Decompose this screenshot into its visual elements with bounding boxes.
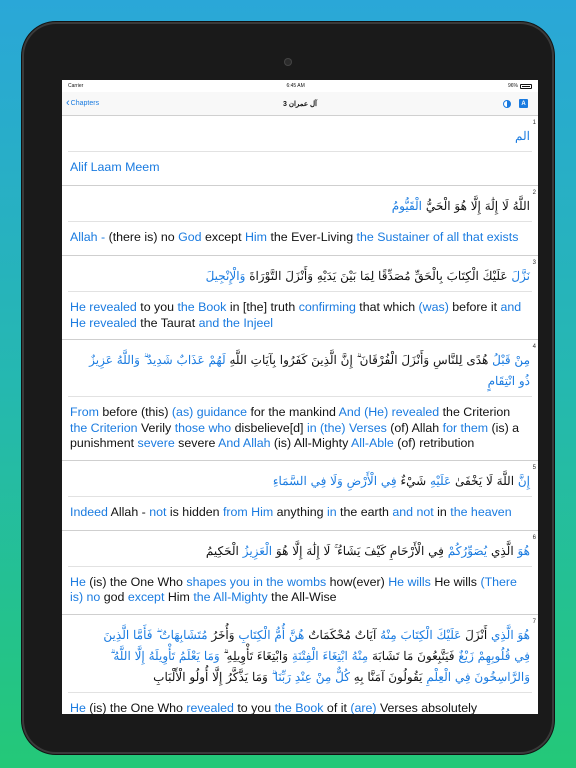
contrast-icon[interactable]: [503, 100, 511, 108]
translation-word-group[interactable]: And (He) revealed: [338, 405, 440, 419]
arabic-word-group[interactable]: هُنَّ أُمُّ الْكِتَابِ: [234, 627, 305, 642]
clock: 6:45 AM: [286, 83, 305, 89]
translation-word-group[interactable]: for the mankind: [247, 405, 339, 419]
arabic-text: [86, 541, 530, 562]
arabic-word-group[interactable]: وَالْإِنْجِيلَ: [205, 269, 246, 283]
arabic-word-group[interactable]: فِي الْأَرْحَامِ كَيْفَ يَشَاءُ ۚ لَا إِلَٰهَ إِلَّا هُوَ: [272, 543, 444, 558]
arabic-text: [86, 196, 530, 217]
translation-word-group[interactable]: (is) a punishment: [70, 420, 520, 450]
translation-word-group[interactable]: revealed: [186, 700, 234, 714]
translation-word-group[interactable]: Allah -: [70, 230, 109, 244]
translation-word-group[interactable]: and not: [392, 504, 434, 519]
translation-text: [62, 152, 538, 186]
translation-word-group[interactable]: in [the] truth: [226, 300, 299, 314]
translation-word-group[interactable]: anything: [273, 504, 327, 519]
verse-number: 6: [532, 534, 536, 541]
translation-word-group[interactable]: the heaven: [450, 504, 512, 519]
arabic-text: [86, 126, 530, 147]
translation-word-group[interactable]: severe: [174, 436, 219, 450]
translation-word-group[interactable]: And Allah: [218, 436, 271, 450]
translation-word-group[interactable]: confirming: [298, 300, 356, 314]
arabic-block: [62, 461, 538, 496]
navigation-bar: [62, 92, 538, 116]
translation-word-group[interactable]: the Ever-Living: [267, 230, 357, 244]
translation-word-group[interactable]: disbelieve[d]: [231, 420, 307, 435]
arabic-word-group[interactable]: يَقُولُونَ آمَنَّا بِهِ: [349, 669, 423, 684]
verse-list[interactable]: [62, 116, 538, 714]
translation-text: [62, 222, 538, 256]
arabic-block: [62, 256, 538, 291]
verse-number: 4: [532, 344, 536, 350]
arabic-text: [86, 471, 530, 492]
translation-word-group[interactable]: Indeed: [70, 504, 108, 519]
translation-word-group[interactable]: for them: [442, 420, 489, 435]
arabic-word-group[interactable]: عَلَيْكَ الْكِتَابَ مِنْهُ: [376, 627, 462, 642]
arabic-block: [62, 340, 538, 396]
battery-percent: 96%: [507, 83, 518, 89]
translation-word-group[interactable]: (is) All-Mighty: [270, 436, 352, 450]
translation-word-group[interactable]: the Book: [274, 700, 324, 714]
arabic-word-group[interactable]: أَنْزَلَ: [461, 627, 488, 642]
translation-word-group[interactable]: He wills: [388, 574, 431, 589]
translation-word-group[interactable]: severe: [137, 436, 175, 450]
arabic-text: [86, 266, 530, 287]
translation-word-group[interactable]: He wills: [430, 574, 481, 589]
page-title: 3 آل عمران: [283, 100, 317, 108]
translation-word-group[interactable]: Him: [164, 590, 194, 604]
translation-word-group[interactable]: not: [149, 504, 167, 519]
translation-word-group[interactable]: before it: [448, 300, 501, 314]
translation-word-group[interactable]: god: [100, 590, 128, 604]
battery-indicator: [508, 83, 532, 89]
translation-word-group[interactable]: shapes you: [186, 574, 250, 589]
verse-row[interactable]: [62, 256, 538, 340]
nav-actions: [503, 99, 538, 108]
font-size-icon[interactable]: A: [519, 99, 528, 108]
verse-number: 2: [532, 190, 536, 196]
verse-row[interactable]: [62, 615, 538, 715]
translation-word-group[interactable]: Alif Laam Meem: [70, 160, 160, 174]
carrier-label: Carrier: [68, 83, 84, 89]
translation-word-group[interactable]: in (the) Verses: [306, 420, 387, 435]
arabic-word-group[interactable]: هُوَ الَّذِي: [487, 627, 530, 642]
translation-word-group[interactable]: from Him: [222, 504, 274, 519]
tablet-frame: [22, 22, 554, 754]
translation-word-group[interactable]: (there is) no: [108, 230, 179, 244]
translation-word-group[interactable]: in: [433, 504, 451, 519]
verse-row[interactable]: [62, 186, 538, 256]
translation-text: [62, 292, 538, 340]
back-button[interactable]: [62, 98, 99, 109]
back-label: Chapters: [70, 100, 100, 107]
arabic-word-group[interactable]: وَمَا يَعْلَمُ تَأْوِيلَهُ إِلَّا اللَّهُ ۗ وَالرَّاسِخُونَ فِي الْعِلْمِ: [110, 648, 530, 684]
app-screen: [62, 80, 538, 714]
arabic-word-group[interactable]: نَزَّلَ: [507, 269, 530, 283]
arabic-block: [62, 531, 538, 566]
translation-word-group[interactable]: those who: [174, 420, 232, 435]
translation-word-group[interactable]: (as) guidance: [171, 405, 247, 419]
translation-word-group[interactable]: in the wombs: [249, 574, 330, 589]
arabic-word-group[interactable]: الْقَيُّومُ: [391, 199, 422, 213]
translation-word-group[interactable]: the earth: [336, 504, 393, 519]
arabic-block: [62, 116, 538, 151]
verse-number: 1: [532, 120, 536, 126]
translation-word-group[interactable]: and the Injeel: [198, 315, 273, 330]
battery-icon: [520, 84, 532, 89]
translation-word-group[interactable]: He revealed: [70, 300, 137, 314]
verse-row[interactable]: [62, 340, 538, 461]
arabic-word-group[interactable]: كُلٌّ مِنْ عِنْدِ رَبِّنَا ۗ: [267, 669, 350, 684]
translation-word-group[interactable]: He: [70, 574, 86, 589]
translation-word-group[interactable]: the All-Mighty: [193, 590, 268, 604]
verse-row[interactable]: [62, 461, 538, 531]
arabic-text: [86, 350, 530, 392]
arabic-word-group[interactable]: وَأُخَرُ: [207, 627, 235, 642]
translation-word-group[interactable]: the All-Wise: [267, 590, 337, 604]
translation-text: [62, 497, 538, 531]
translation-word-group[interactable]: From: [70, 405, 99, 419]
translation-word-group[interactable]: and He revealed: [70, 300, 522, 330]
translation-text: [62, 567, 538, 615]
translation-word-group[interactable]: in: [326, 504, 337, 519]
arabic-word-group[interactable]: هُوَ: [513, 543, 530, 558]
arabic-word-group[interactable]: الْعَزِيزُ: [238, 543, 273, 558]
translation-word-group[interactable]: (is) the One Who: [85, 700, 187, 714]
arabic-word-group[interactable]: آيَاتٌ مُحْكَمَاتٌ: [304, 627, 377, 642]
verse-number: 5: [532, 464, 536, 471]
translation-word-group[interactable]: Verses absolutely: [376, 700, 478, 714]
translation-word-group[interactable]: (is) the One Who: [85, 574, 187, 589]
arabic-word-group[interactable]: وَمَا يَذَّكَّرُ إِلَّا أُولُو الْأَلْبَابِ: [153, 669, 268, 684]
translation-word-group[interactable]: that which: [355, 300, 419, 314]
arabic-word-group[interactable]: اللَّهُ لَا إِلَٰهَ إِلَّا هُوَ الْحَيُّ: [422, 199, 530, 213]
translation-word-group[interactable]: is hidden: [166, 504, 223, 519]
translation-text: [62, 397, 538, 461]
status-bar: [62, 80, 538, 92]
translation-word-group[interactable]: to you: [233, 700, 275, 714]
arabic-word-group[interactable]: هُدًى لِلنَّاسِ وَأَنْزَلَ الْفُرْقَانَ ۗ إِنَّ الَّذِينَ كَفَرُوا بِآيَاتِ اللَّهِ: [225, 353, 489, 367]
translation-word-group[interactable]: the Criterion: [70, 420, 138, 435]
front-camera: [284, 58, 292, 66]
translation-word-group[interactable]: (There is) no: [70, 574, 517, 604]
translation-word-group[interactable]: All-Able: [351, 436, 394, 450]
translation-word-group[interactable]: the Criterion: [439, 405, 511, 419]
arabic-word-group[interactable]: الَّذِي: [487, 543, 514, 558]
translation-word-group[interactable]: (are): [350, 700, 377, 714]
arabic-word-group[interactable]: وَابْتِغَاءَ تَأْوِيلِهِ ۗ: [219, 648, 289, 663]
arabic-word-group[interactable]: فَيَتَّبِعُونَ مَا تَشَابَهَ: [368, 648, 455, 663]
translation-word-group[interactable]: except: [201, 230, 245, 244]
translation-word-group[interactable]: He: [70, 700, 86, 714]
translation-word-group[interactable]: God: [178, 230, 202, 244]
translation-word-group[interactable]: how(ever): [329, 574, 389, 589]
translation-word-group[interactable]: (of) Allah: [386, 420, 443, 435]
arabic-block: [62, 186, 538, 221]
chevron-left-icon: ‹: [66, 97, 70, 109]
translation-word-group[interactable]: (was): [418, 300, 449, 314]
arabic-word-group[interactable]: الْحَكِيمُ: [205, 543, 239, 558]
arabic-word-group[interactable]: الم: [515, 129, 530, 143]
arabic-word-group[interactable]: فِي الْأَرْضِ وَلَا فِي السَّمَاءِ: [272, 473, 397, 488]
translation-word-group[interactable]: the Sustainer of all that exists: [356, 230, 519, 244]
translation-word-group[interactable]: the Book: [177, 300, 227, 314]
verse-number: 7: [532, 618, 536, 625]
arabic-word-group[interactable]: مُتَشَابِهَاتٌ ۖ فَأَمَّا الَّذِينَ فِي قُلُوبِهِمْ زَيْغٌ: [103, 627, 530, 663]
arabic-text: [86, 625, 530, 688]
arabic-block: [62, 615, 538, 692]
translation-word-group[interactable]: except: [127, 590, 165, 604]
arabic-word-group[interactable]: عَلَيْكَ الْكِتَابَ بِالْحَقِّ مُصَدِّقًا لِمَا بَيْنَ يَدَيْهِ وَأَنْزَلَ التَّوْرَاةَ: [245, 269, 508, 283]
translation-word-group[interactable]: Verily: [137, 420, 175, 435]
translation-word-group[interactable]: to you: [136, 300, 178, 314]
translation-word-group[interactable]: of it: [323, 700, 351, 714]
translation-word-group[interactable]: (of) retribution: [393, 436, 475, 450]
translation-word-group[interactable]: Allah -: [107, 504, 150, 519]
arabic-word-group[interactable]: مِنْ قَبْلُ: [488, 353, 530, 367]
verse-row[interactable]: [62, 116, 538, 186]
arabic-word-group[interactable]: عَلَيْهِ: [426, 473, 452, 488]
arabic-word-group[interactable]: اللَّهَ لَا يَخْفَىٰ: [451, 473, 515, 488]
arabic-word-group[interactable]: شَيْءٌ: [396, 473, 427, 488]
translation-word-group[interactable]: Him: [244, 230, 267, 244]
arabic-word-group[interactable]: لَهُمْ عَذَابٌ شَدِيدٌ ۗ وَاللَّهُ عَزِيزٌ ذُو انْتِقَامٍ: [89, 353, 530, 388]
verse-row[interactable]: [62, 531, 538, 615]
verse-number: 3: [532, 260, 536, 266]
arabic-word-group[interactable]: مِنْهُ ابْتِغَاءَ الْفِتْنَةِ: [288, 648, 369, 663]
translation-word-group[interactable]: before (this): [98, 405, 172, 419]
arabic-word-group[interactable]: إِنَّ: [514, 473, 530, 488]
translation-word-group[interactable]: the Taurat: [136, 315, 199, 330]
translation-text: [62, 693, 538, 715]
arabic-word-group[interactable]: يُصَوِّرُكُمْ: [443, 543, 488, 558]
